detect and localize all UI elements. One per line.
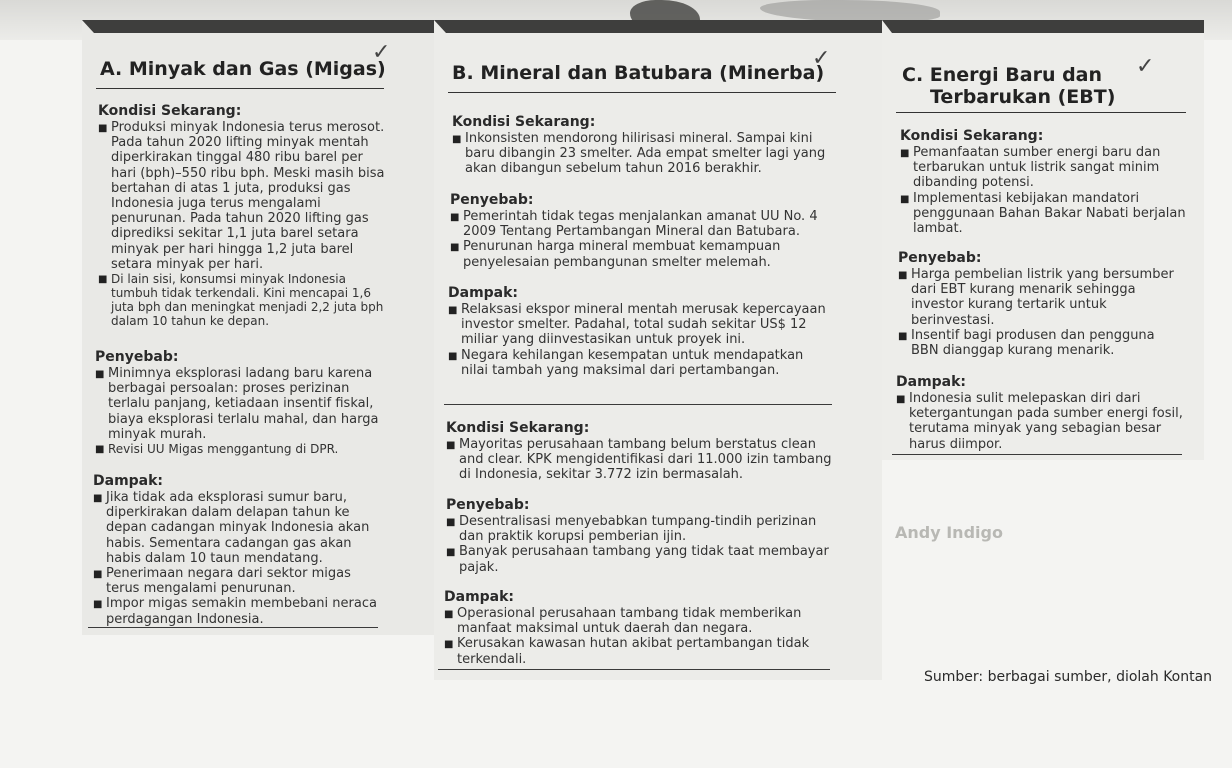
column-title-line-2: Terbarukan (EBT) bbox=[930, 86, 1116, 108]
list-item bbox=[452, 131, 836, 177]
title-underline bbox=[896, 112, 1186, 113]
item-text: Implementasi kebijakan mandatori penggunaan Bahan Bakar Nabati berjalan lambat. bbox=[913, 190, 1186, 237]
item-text: Penurunan harga mineral membuat kemampuan penyelesaian pembangunan smelter melemah. bbox=[463, 239, 781, 270]
list-item bbox=[446, 514, 834, 544]
section-kondisi bbox=[98, 103, 388, 328]
bullet-icon: ■ bbox=[898, 270, 908, 281]
section-heading: Penyebab: bbox=[446, 497, 530, 513]
checkmark-icon: ✓ bbox=[812, 46, 831, 71]
section-heading: Penyebab: bbox=[898, 250, 982, 266]
bullet-icon: ■ bbox=[93, 599, 103, 611]
list-item bbox=[93, 490, 379, 566]
bullet-icon: ■ bbox=[444, 639, 454, 651]
item-text: Inkonsisten mendorong hilirisasi mineral. Sampai kini baru dibangin 23 smelter. Ada empat smelter lagi yang akan dibangun sebelum tahun 2016 berakhir. bbox=[465, 131, 826, 177]
item-text: Di lain sisi, konsumsi minyak Indonesia tumbuh tidak terkendali. Kini mencapai 1,6 juta bph dan meningkat menjadi 2,2 juta bph dalam 10 tahun ke depan. bbox=[111, 272, 384, 329]
list-item bbox=[448, 348, 834, 378]
item-text: Negara kehilangan kesempatan untuk mendapatkan nilai tambah yang maksimal dari pertambangan. bbox=[461, 347, 804, 378]
bullet-icon: ■ bbox=[98, 123, 108, 134]
bullet-icon: ■ bbox=[450, 212, 460, 223]
source-credit: Sumber: berbagai sumber, diolah Kontan bbox=[924, 669, 1213, 685]
item-text: Desentralisasi menyebabkan tumpang-tindih perizinan dan praktik korupsi pemberian ijin. bbox=[459, 514, 817, 545]
bullet-icon: ■ bbox=[450, 242, 460, 254]
list-item bbox=[95, 442, 391, 456]
checkmark-icon: ✓ bbox=[1136, 54, 1155, 79]
item-text: Impor migas semakin membebani neraca perdagangan Indonesia. bbox=[106, 596, 377, 627]
list-item bbox=[900, 145, 1186, 191]
bullet-icon: ■ bbox=[900, 193, 910, 205]
section-heading: Kondisi Sekarang: bbox=[900, 128, 1044, 144]
bullet-icon: ■ bbox=[444, 609, 454, 620]
section-heading: Kondisi Sekarang: bbox=[446, 420, 590, 436]
column-title: B. Mineral dan Batubara (Minerba) bbox=[452, 62, 825, 84]
item-text: Pemerintah tidak tegas menjalankan amanat UU No. 4 2009 Tentang Pertambangan Mineral dan Batubara. bbox=[463, 209, 818, 240]
bullet-icon: ■ bbox=[448, 305, 458, 316]
bullet-icon: ■ bbox=[446, 440, 456, 451]
list-item bbox=[444, 606, 834, 636]
item-text: Insentif bagi produsen dan pengguna BBN dianggap kurang menarik. bbox=[911, 327, 1155, 359]
column-migas bbox=[82, 20, 434, 635]
item-text: Indonesia sulit melepaskan diri dari ketergantungan pada sumber energi fosil, terutama minyak yang sebagian besar harus diimpor. bbox=[909, 391, 1183, 452]
list-item bbox=[98, 272, 388, 328]
section-heading: Dampak: bbox=[896, 374, 967, 390]
bullet-icon: ■ bbox=[95, 369, 105, 380]
section-penyebab-1 bbox=[450, 192, 836, 270]
list-item bbox=[444, 636, 834, 666]
item-text: Revisi UU Migas menggantung di DPR. bbox=[108, 442, 339, 457]
list-item bbox=[93, 596, 379, 626]
section-dampak-2 bbox=[444, 589, 834, 667]
item-text: Mayoritas perusahaan tambang belum berstatus clean and clear. KPK mengidentifikasi dari 11.000 izin tambang di Indonesia, sekitar 3.772 izin bermasalah. bbox=[459, 437, 832, 483]
bullet-icon: ■ bbox=[93, 569, 103, 581]
list-item bbox=[450, 209, 836, 239]
column-top-bar bbox=[882, 20, 1204, 33]
item-text: Relaksasi ekspor mineral mentah merusak kepercayaan investor smelter. Padahal, total sudah sekitar US$ 12 miliar yang diinvestasikan untuk proyek ini. bbox=[461, 302, 826, 348]
section-penyebab bbox=[898, 250, 1186, 358]
section-kondisi-2 bbox=[446, 420, 834, 483]
list-item bbox=[900, 191, 1186, 237]
list-item bbox=[446, 544, 834, 574]
bullet-icon: ■ bbox=[896, 394, 906, 405]
bullet-icon: ■ bbox=[448, 350, 458, 362]
section-heading: Dampak: bbox=[93, 473, 164, 489]
checkmark-icon: ✓ bbox=[372, 40, 391, 65]
bullet-icon: ■ bbox=[446, 547, 456, 559]
column-top-bar bbox=[82, 20, 434, 33]
section-heading: Kondisi Sekarang: bbox=[452, 114, 596, 130]
section-kondisi-1 bbox=[452, 114, 836, 177]
list-item bbox=[448, 302, 834, 348]
section-dampak bbox=[93, 473, 379, 627]
section-bottom-rule bbox=[892, 454, 1182, 455]
item-text: Minimnya eksplorasi ladang baru karena berbagai persoalan: proses perizinan terlalu panjang, ketiadaan insentif fiskal, biaya eksplorasi terlalu mahal, dan harga minyak murah. bbox=[108, 366, 379, 442]
list-item bbox=[898, 328, 1186, 358]
section-heading: Kondisi Sekarang: bbox=[98, 103, 242, 119]
bleed-through-text: Andy Indigo bbox=[895, 523, 1003, 542]
title-underline bbox=[96, 88, 384, 89]
section-dampak bbox=[896, 374, 1184, 452]
item-text: Jika tidak ada eksplorasi sumur baru, diperkirakan dalam delapan tahun ke depan cadangan minyak Indonesia akan habis. Sementara cadangan gas akan habis dalam 10 taun mendatang. bbox=[106, 490, 370, 566]
list-item bbox=[896, 391, 1184, 452]
title-underline bbox=[448, 92, 836, 93]
list-item bbox=[95, 366, 391, 442]
item-text: Banyak perusahaan tambang yang tidak taat membayar pajak. bbox=[459, 544, 829, 575]
list-item bbox=[93, 566, 379, 596]
section-penyebab bbox=[95, 349, 391, 456]
bullet-icon: ■ bbox=[98, 274, 108, 286]
column-title: A. Minyak dan Gas (Migas) bbox=[100, 58, 386, 80]
column-top-bar bbox=[434, 20, 882, 33]
list-item bbox=[450, 239, 836, 269]
list-item bbox=[446, 437, 834, 483]
section-heading: Penyebab: bbox=[450, 192, 534, 208]
list-item bbox=[898, 267, 1186, 328]
item-text: Penerimaan negara dari sektor migas terus mengalami penurunan. bbox=[106, 566, 351, 597]
item-text: Kerusakan kawasan hutan akibat pertambangan tidak terkendali. bbox=[457, 636, 810, 667]
bullet-icon: ■ bbox=[95, 444, 105, 456]
section-heading: Dampak: bbox=[448, 285, 519, 301]
section-bottom-rule bbox=[88, 627, 378, 628]
item-text: Pemanfaatan sumber energi baru dan terbarukan untuk listrik sangat minim dibanding potensi. bbox=[913, 145, 1161, 191]
section-penyebab-2 bbox=[446, 497, 834, 575]
bullet-icon: ■ bbox=[93, 493, 103, 504]
section-bottom-rule bbox=[438, 669, 830, 670]
section-kondisi bbox=[900, 128, 1186, 236]
section-divider bbox=[444, 404, 832, 405]
item-text: Operasional perusahaan tambang tidak memberikan manfaat maksimal untuk daerah dan negara. bbox=[457, 606, 802, 637]
column-ebt bbox=[882, 20, 1204, 460]
section-dampak-1 bbox=[448, 285, 834, 378]
list-item bbox=[98, 120, 388, 272]
bullet-icon: ■ bbox=[446, 517, 456, 528]
section-heading: Dampak: bbox=[444, 589, 515, 605]
bullet-icon: ■ bbox=[900, 148, 910, 159]
item-text: Harga pembelian listrik yang bersumber dari EBT kurang menarik sehingga investor kurang tertarik untuk berinvestasi. bbox=[911, 267, 1174, 328]
bullet-icon: ■ bbox=[452, 134, 462, 145]
column-title-line-1: C. Energi Baru dan bbox=[902, 64, 1103, 86]
column-minerba bbox=[434, 20, 882, 680]
item-text: Produksi minyak Indonesia terus merosot. Pada tahun 2020 lifting minyak mentah diperkirakan tinggal 480 ribu barel per hari (bph)–550 ribu bph. Meski masih bisa bertahan di atas 1 juta, produksi gas Indonesia juga terus mengalami penurunan. Pada tahun 2020 lifting gas diprediksi sekitar 1,1 juta barel setara minyak per hari hingga 1,2 juta barel setara minyak per hari. bbox=[111, 120, 385, 272]
section-heading: Penyebab: bbox=[95, 349, 179, 365]
bullet-icon: ■ bbox=[898, 330, 908, 342]
